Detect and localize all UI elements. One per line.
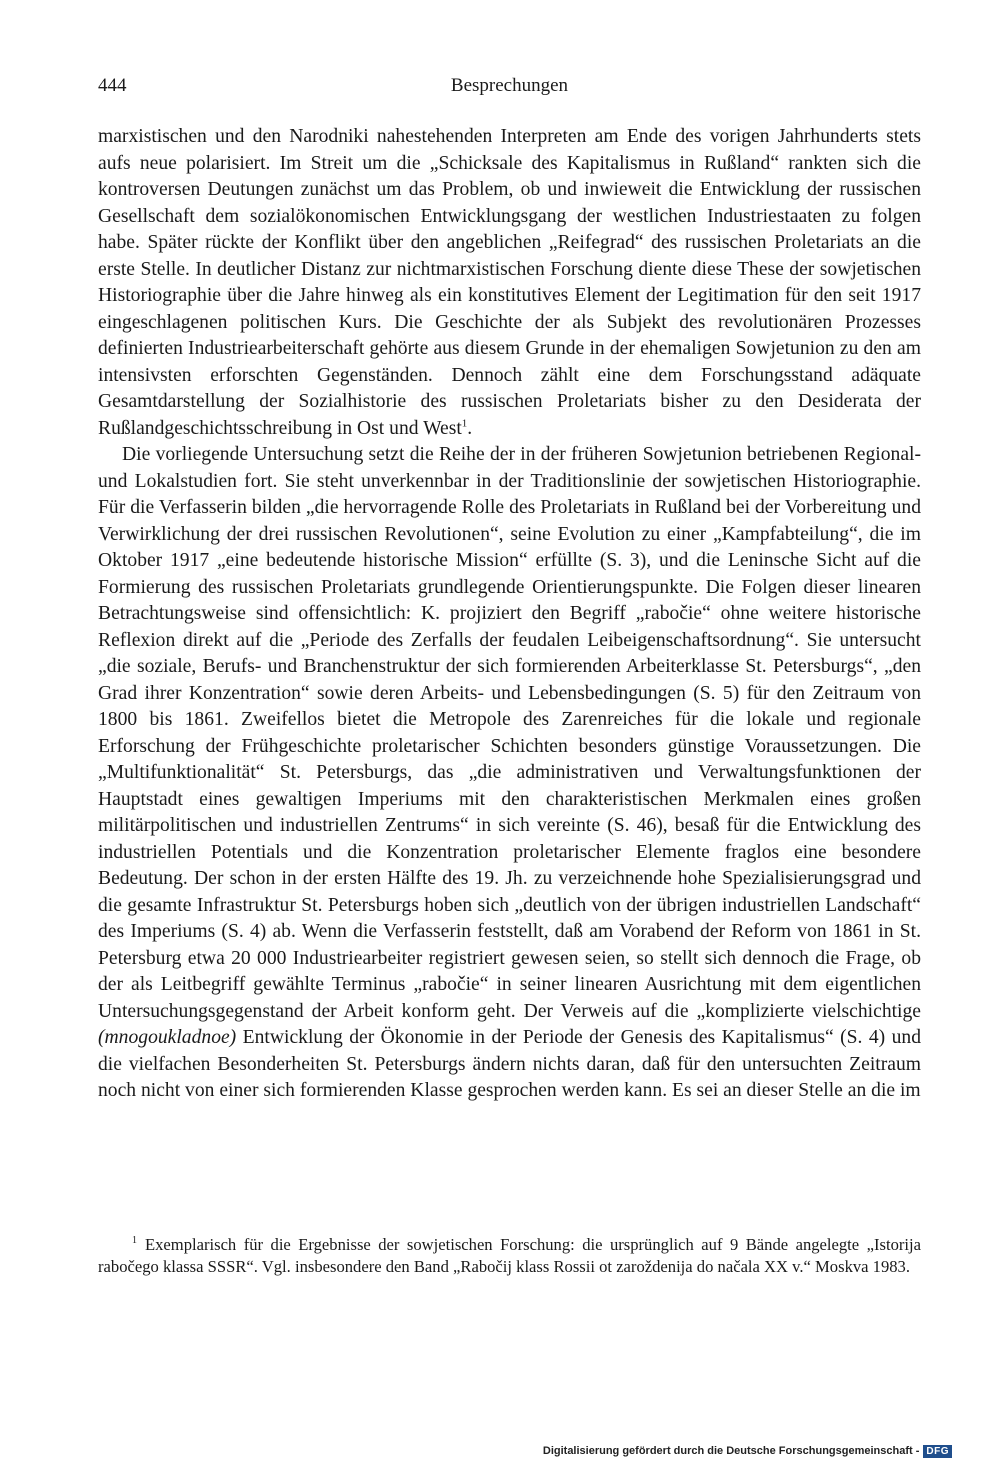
digitization-credit xyxy=(543,1442,952,1460)
body-text xyxy=(98,124,921,1105)
paragraph-1 xyxy=(98,124,921,442)
paragraph-1-text: marxistischen und den Narodniki nahestehenden Interpreten am Ende des vorigen Jahrhunderts stets aufs neue polarisiert. Im Streit um die „Schicksale des Kapitalismus in Rußland“ rankten sich die kontroversen Deutungen zunächst um das Problem, ob und inwieweit die Entwicklung der russischen Gesellschaft dem sozialökonomischen Entwicklungsgang der westlichen Industriestaaten zu folgen habe. Später rückte der Konflikt über den angeblichen „Reifegrad“ des russischen Proletariats an die erste Stelle. In deutlicher Distanz zur nichtmarxistischen Forschung diente diese These der sowjetischen Historiographie über die Jahre hinweg als ein konstitutives Element der Legitimation für den seit 1917 eingeschlagenen politischen Kurs. Die Geschichte der als Subjekt des revolutionären Prozesses definierten Industriearbeiterschaft gehörte aus diesem Grunde in der ehemaligen Sowjetunion zu den am intensivsten erforschten Gegenständen. Dennoch zählt eine dem Forschungsstand adäquate Gesamtdarstellung der Sozialhistorie des russischen Proletariats bisher zu den Desiderata der Rußlandgeschichtsschreibung in Ost und West xyxy=(98,126,921,439)
footnote-marker: 1 xyxy=(132,1235,137,1247)
footnotes xyxy=(98,1234,921,1278)
dfg-logo: DFG xyxy=(923,1445,952,1458)
running-title: Besprechungen xyxy=(450,75,569,96)
paragraph-2-text-a: Die vorliegende Untersuchung setzt die Reihe der in der früheren Sowjetunion betriebenen Regional- und Lokalstudien fort. Sie steht unverkennbar in der Traditionslinie der sowjetischen Historiographie. Für die Verfasserin bilden „die hervorragende Rolle des Proletariats in Rußland bei der Vorbereitung und Verwirklichung der drei russischen Revolutionen“, seine Evolution zu einer „Kampfabteilung“, die im Oktober 1917 „eine bedeutende historische Mission“ erfüllte (S. 3), und die Leninsche Sicht auf die Formierung des russischen Proletariats grundlegende Orientierungspunkte. Die Folgen dieser linearen Betrachtungsweise sind offensichtlich: K. projiziert den Begriff „rabočie“ ohne weitere historische Reflexion direkt auf die „Periode des Zerfalls der feudalen Leibeigenschaftsordnung“. Sie untersucht „die soziale, Berufs- und Branchenstruktur der sich formierenden Arbeiterklasse St. Petersburgs“, „den Grad ihrer Konzentration“ sowie deren Arbeits- und Lebensbedingungen (S. 5) für den Zeitraum von 1800 bis 1861. Zweifellos bietet die Metropole des Zarenreiches für die lokale und regionale Erforschung der Frühgeschichte proletarischer Schichten besonders günstige Voraussetzungen. Die „Multifunktionalität“ St. Petersburgs, das „die administrativen und Verwaltungsfunktionen der Hauptstadt eines gewaltigen Imperiums mit den charakteristischen Merkmalen eines großen militärpolitischen und industriellen Zentrums“ in sich vereinte (S. 46), besaß für die Entwicklung des industriellen Potentials und die Konzentration proletarischer Elemente fraglos eine besondere Bedeutung. Der schon in der ersten Hälfte des 19. Jh. zu verzeichnende hohe Spezialisierungsgrad und die gesamte Infrastruktur St. Petersburgs hoben sich „deutlich von der übrigen industriellen Landschaft“ des Imperiums (S. 4) ab. Wenn die Verfasserin feststellt, daß am Vorabend der Reform von 1861 in St. Petersburg etwa 20 000 Industriearbeiter registriert gewesen seien, so stellt sich dennoch die Frage, ob der als Leitbegriff gewählte Terminus „rabočie“ in seiner linearen Ausrichtung mit dem eigentlichen Untersuchungsgegenstand der Arbeit konform geht. Der Verweis auf die „komplizierte vielschichtige xyxy=(98,444,921,1022)
footnote-ref-1[interactable]: 1 xyxy=(461,416,468,429)
footnote-text: Exemplarisch für die Ergebnisse der sowjetischen Forschung: die ursprünglich auf 9 Bände angelegte „Istorija rabočego klassa SSSR“. Vgl. insbesondere den Band „Rabočij klass Rossii ot zaroždenija do načala XX v.“ Moskva 1983. xyxy=(98,1235,921,1276)
paragraph-2 xyxy=(98,442,921,1105)
paragraph-1-end: . xyxy=(467,417,473,439)
credit-text: Digitalisierung gefördert durch die Deutsche Forschungsgemeinschaft - xyxy=(542,1445,920,1457)
paragraph-2-italic-term: (mnogoukladnoe) xyxy=(98,1027,237,1048)
page-number: 444 xyxy=(98,75,127,96)
page-header xyxy=(98,75,921,103)
footnote-1 xyxy=(98,1234,921,1278)
paragraph-2-text-b: Entwicklung der Ökonomie in der Periode der Genesis des Kapitalismus“ (S. 4) und die vielfachen Besonderheiten St. Petersburgs ändern nichts daran, daß für den untersuchten Zeitraum noch nicht von einer sich formierenden Klasse gesprochen werden kann. Es sei an dieser Stelle an die im xyxy=(98,1027,921,1101)
